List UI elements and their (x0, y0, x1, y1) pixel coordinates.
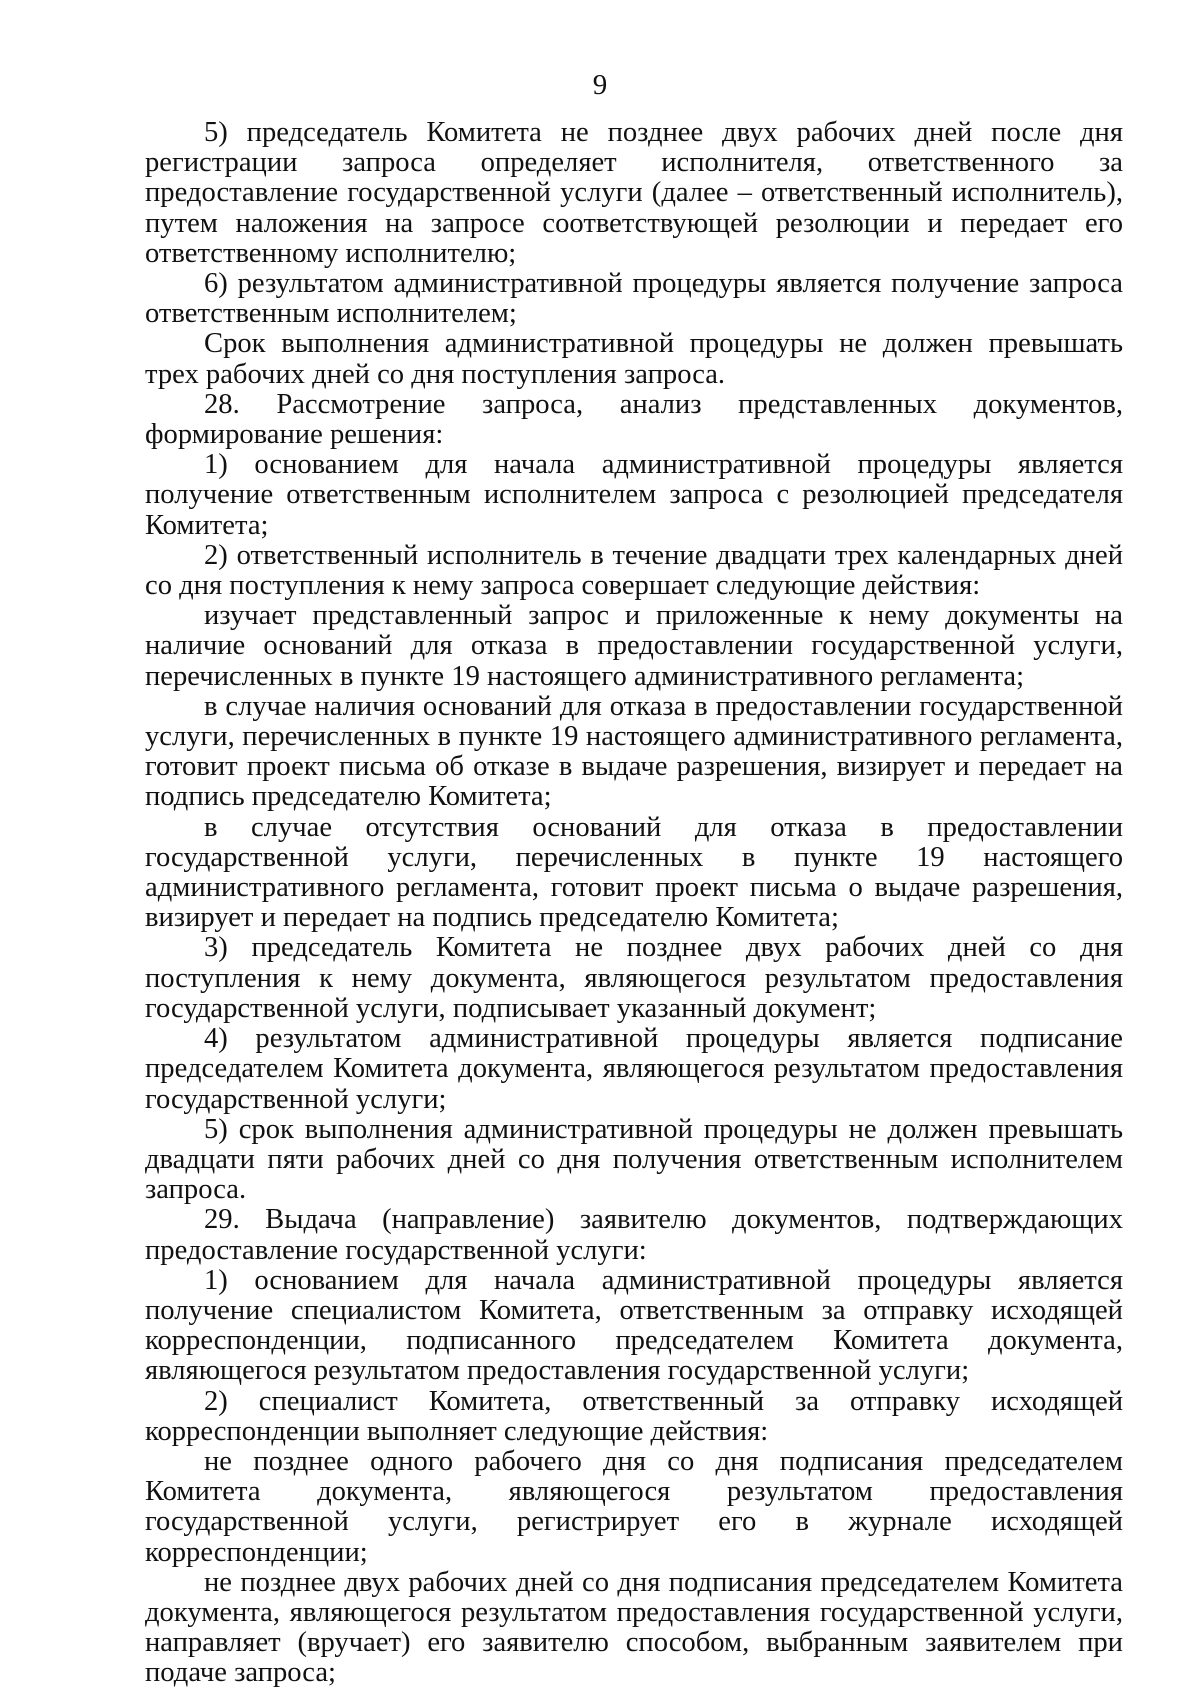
paragraph-28-2-executor-actions: 2) ответственный исполнитель в течение двадцати трех календарных дней со дня поступления к нему запроса совершает следующие действия: (145, 539, 1123, 602)
paragraph-29-2-specialist-actions: 2) специалист Комитета, ответственный за отправку исходящей корреспонденции выполняет следующие действия: (145, 1385, 1123, 1447)
paragraph-28-5-term-twenty-five-days: 5) срок выполнения административной процедуры не должен превышать двадцати пяти рабочих дней со дня получения ответственным исполнителем запроса. (145, 1113, 1123, 1206)
paragraph-registers-outgoing: не позднее одного рабочего дня со дня подписания председателем Комитета документа, являющегося результатом предоставления государственной услуги, регистрирует его в журнале исходящей корреспонденции; (145, 1445, 1123, 1568)
paragraph-28-4-result-signing: 4) результатом административной процедуры является подписание председателем Комитета документа, являющегося результатом предоставления государственной услуги; (145, 1023, 1123, 1115)
page-number: 9 (592, 69, 608, 101)
paragraph-permission-letter: в случае отсутствия оснований для отказа в предоставлении государственной услуги, перечисленных в пункте 19 настоящего административного регламента, готовит проект письма о выдаче разрешения, визирует и передает на подпись председателю Комитета; (145, 811, 1123, 934)
paragraph-28-3-chairman-signs: 3) председатель Комитета не позднее двух рабочих дней со дня поступления к нему документа, являющегося результатом предоставления государственной услуги, подписывает указанный документ; (145, 932, 1123, 1024)
paragraph-refusal-letter: в случае наличия оснований для отказа в предоставлении государственной услуги, перечисленных в пункте 19 настоящего административного регламента, готовит проект письма об отказе в выдаче разрешения, визирует и передает на подпись председателю Комитета; (145, 690, 1123, 813)
paragraph-6-result-request-received: 6) результатом административной процедуры является получение запроса ответственным исполнителем; (145, 268, 1123, 330)
paragraph-28-1-basis: 1) основанием для начала административной процедуры является получение ответственным исполнителем запроса с резолюцией председателя Комитета; (145, 449, 1123, 541)
paragraph-term-three-days: Срок выполнения административной процедуры не должен превышать трех рабочих дней со дня поступления запроса. (145, 328, 1123, 390)
paragraph-29-1-basis: 1) основанием для начала административной процедуры является получение специалистом Комитета, ответственным за отправку исходящей корреспонденции, подписанного председателем Комитета документа, являющегося результатом предоставления государственной услуги; (145, 1264, 1123, 1387)
paragraph-29-heading: 29. Выдача (направление) заявителю документов, подтверждающих предоставление государственной услуги: (145, 1204, 1123, 1266)
paragraph-28-heading: 28. Рассмотрение запроса, анализ представленных документов, формирование решения: (145, 388, 1123, 451)
paragraph-5-chairman-assigns-executor: 5) председатель Комитета не позднее двух рабочих дней после дня регистрации запроса определяет исполнителя, ответственного за предоставление государственной услуги (далее – ответственный исполнитель), путем наложения на запросе соответствующей резолюции и передает его ответственному исполнителю; (145, 117, 1123, 269)
paragraph-sends-to-applicant: не позднее двух рабочих дней со дня подписания председателем Комитета документа, являющегося результатом предоставления государственной услуги, направляет (вручает) его заявителю способом, выбранным заявителем при подаче запроса; (145, 1566, 1123, 1689)
document-body (145, 118, 1123, 1689)
paragraph-studies-request: изучает представленный запрос и приложенные к нему документы на наличие оснований для отказа в предоставлении государственной услуги, перечисленных в пункте 19 настоящего административного регламента; (145, 600, 1123, 692)
